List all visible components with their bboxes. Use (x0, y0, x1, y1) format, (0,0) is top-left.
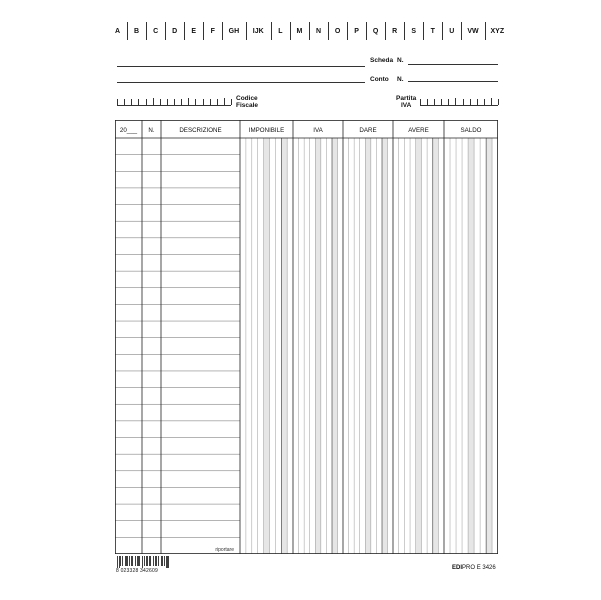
alphabet-tab-l[interactable]: L (278, 27, 283, 35)
char-tick (427, 99, 428, 105)
digit-stripe (416, 138, 422, 554)
char-tick (491, 98, 492, 105)
column-header-5: IVA (313, 127, 323, 134)
digit-stripe (365, 138, 371, 554)
riportare-label: riportare (215, 547, 234, 553)
alphabet-tab-p[interactable]: P (354, 27, 359, 35)
barcode-bar (150, 556, 151, 566)
brand-mark (452, 565, 496, 571)
codice-fiscale-label (236, 95, 258, 109)
barcode-bar (117, 556, 118, 568)
alphabet-tab-gh[interactable]: GH (228, 27, 240, 35)
column-header-4: IMPONIBILE (248, 127, 285, 134)
brand-suffix: PRO (462, 565, 476, 571)
char-tick (153, 98, 154, 105)
brand-name: EDI (452, 565, 463, 571)
cents-stripe (332, 138, 338, 554)
char-tick (231, 99, 232, 105)
alphabet-tab-s[interactable]: S (411, 27, 417, 35)
barcode-bar (153, 556, 154, 566)
digit-stripe (315, 138, 321, 554)
partita-iva-label (396, 95, 416, 109)
char-tick (117, 99, 118, 105)
char-tick (146, 99, 147, 105)
alphabet-tab-b[interactable]: B (134, 27, 140, 35)
alphabet-tab-vw[interactable]: VW (467, 27, 479, 35)
char-tick (224, 98, 225, 105)
partita-iva-field[interactable] (420, 98, 498, 106)
alphabet-index (108, 22, 510, 40)
name-line (117, 66, 365, 67)
address-line (117, 82, 365, 83)
barcode-bar (120, 556, 121, 566)
char-tick (174, 99, 175, 105)
barcode-digits: 8 023328 342609 (116, 568, 158, 574)
char-tick (195, 99, 196, 105)
cents-stripe (486, 138, 492, 554)
char-tick (124, 99, 125, 105)
barcode-bar (149, 556, 150, 566)
alphabet-tab-xyz[interactable]: XYZ (490, 27, 505, 35)
barcode-bar (131, 556, 132, 566)
alphabet-tab-r[interactable]: R (392, 27, 398, 35)
alphabet-tab-e[interactable]: E (191, 27, 196, 35)
alphabet-tab-m[interactable]: M (296, 27, 303, 35)
barcode-bar (142, 556, 143, 568)
partita-label: Partita (396, 95, 417, 102)
column-header-2: N. (148, 127, 155, 134)
alphabet-tab-ijk[interactable]: IJK (252, 27, 264, 35)
alphabet-tab-f[interactable]: F (210, 27, 215, 35)
digit-stripe (468, 138, 474, 554)
barcode-bar (127, 556, 128, 566)
barcode-bar (129, 556, 130, 566)
char-tick (470, 99, 471, 105)
barcode-bar (161, 556, 162, 566)
char-tick (441, 99, 442, 105)
barcode-bar (155, 556, 156, 566)
codice-fiscale-field[interactable] (117, 98, 231, 106)
barcode-bar (156, 556, 157, 566)
iva-label: IVA (400, 102, 412, 109)
fiscale-label: Fiscale (236, 102, 259, 109)
barcode-bar (135, 556, 136, 566)
barcode-bar (119, 556, 120, 568)
barcode-bar (167, 556, 168, 568)
char-tick (448, 99, 449, 105)
cents-stripe (433, 138, 439, 554)
char-tick (210, 99, 211, 105)
barcode-bar (147, 556, 148, 566)
barcode-bar (168, 556, 169, 568)
scheda-num-label: N. (397, 57, 404, 64)
alphabet-tab-d[interactable]: D (172, 27, 178, 35)
barcode-bar (164, 556, 165, 566)
char-tick (131, 99, 132, 105)
conto-num-label: N. (397, 76, 404, 83)
char-tick (434, 99, 435, 105)
char-tick (498, 99, 499, 105)
cents-stripe (382, 138, 388, 554)
alphabet-tab-q[interactable]: Q (372, 27, 379, 35)
barcode-bar (166, 556, 167, 568)
char-tick (188, 98, 189, 105)
ledger-table (115, 120, 498, 554)
alphabet-tab-n[interactable]: N (315, 27, 322, 35)
product-code: E 3426 (476, 565, 496, 571)
char-tick (181, 99, 182, 105)
char-tick (463, 99, 464, 105)
char-tick (138, 99, 139, 105)
column-header-7: AVERE (408, 127, 429, 134)
char-tick (203, 99, 204, 105)
conto-number-field[interactable] (408, 81, 498, 82)
barcode-bar (132, 556, 133, 566)
column-header-1: 20___ (119, 127, 138, 134)
digit-stripe (264, 138, 270, 554)
barcode-bar (126, 556, 127, 566)
barcode-bar (137, 556, 138, 566)
barcode-bar (122, 556, 123, 566)
table-border (115, 120, 497, 553)
scheda-number-field[interactable] (408, 64, 498, 65)
alphabet-tab-t[interactable]: T (430, 27, 435, 35)
column-header-8: SALDO (460, 127, 482, 134)
char-tick (167, 99, 168, 105)
char-tick (217, 99, 218, 105)
barcode-bar (162, 556, 163, 566)
char-tick (160, 99, 161, 105)
barcode-bar (158, 556, 159, 566)
barcode-bar (125, 556, 126, 566)
column-header-6: DARE (359, 127, 377, 134)
char-tick (420, 99, 421, 105)
barcode-bar (146, 556, 147, 566)
barcode-bar (144, 556, 145, 566)
char-tick (484, 99, 485, 105)
barcode-bar (138, 556, 139, 566)
alphabet-tab-u[interactable]: U (449, 27, 455, 35)
char-tick (477, 99, 478, 105)
alphabet-tab-a[interactable]: A (114, 27, 121, 35)
codice-label: Codice (236, 95, 258, 102)
scheda-label: Scheda (370, 57, 394, 64)
alphabet-tab-c[interactable]: C (153, 27, 159, 35)
barcode (117, 556, 169, 568)
conto-label: Conto (370, 76, 389, 83)
cents-stripe (281, 138, 287, 554)
alphabet-tab-o[interactable]: O (334, 27, 341, 35)
char-tick (455, 98, 456, 105)
column-header-3: DESCRIZIONE (179, 127, 222, 134)
barcode-bar (139, 556, 140, 566)
